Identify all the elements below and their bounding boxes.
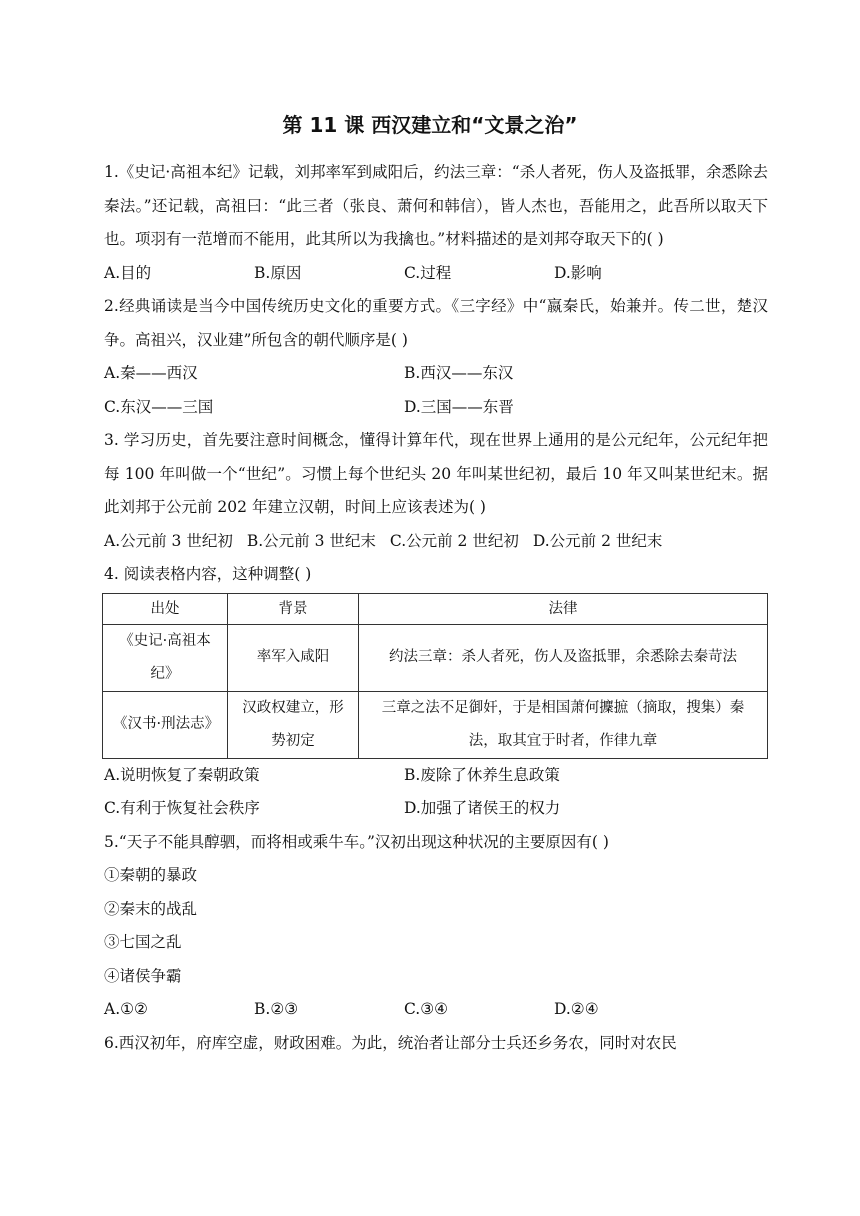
option-d[interactable]: D.加强了诸侯王的权力	[404, 799, 561, 817]
question-2-options-row-1	[104, 357, 768, 391]
option-c[interactable]: C.公元前 2 世纪初	[389, 531, 519, 550]
question-5-item: ①秦朝的暴政	[104, 866, 198, 884]
option-b[interactable]: B.公元前 3 世纪末	[246, 531, 376, 550]
option-b[interactable]: B.原因	[254, 263, 302, 282]
question-4-options-row-1	[104, 759, 768, 793]
option-b[interactable]: B.西汉——东汉	[404, 364, 514, 382]
table-row	[103, 691, 768, 758]
question-3-options	[104, 525, 768, 559]
option-d[interactable]: D.②④	[554, 1000, 599, 1018]
option-a[interactable]: A.说明恢复了秦朝政策	[104, 765, 260, 784]
law-table	[102, 593, 768, 759]
question-list	[104, 156, 768, 1060]
option-d[interactable]: D.三国——东晋	[404, 397, 514, 416]
question-4-stem: 4. 阅读表格内容，这种调整( )	[104, 565, 312, 583]
table-cell-source: 《史记·高祖本纪》	[103, 624, 228, 691]
option-b[interactable]: B.废除了休养生息政策	[404, 765, 560, 784]
option-d[interactable]: D.公元前 2 世纪末	[532, 531, 663, 550]
question-5-stem: 5.“天子不能具醇驷，而将相或乘牛车。”汉初出现这种状况的主要原因有( )	[104, 832, 609, 851]
question-5-options	[104, 993, 768, 1027]
option-c[interactable]: C.过程	[404, 263, 452, 282]
option-c[interactable]: C.有利于恢复社会秩序	[104, 799, 260, 817]
question-4-options-row-2	[104, 792, 768, 826]
option-a[interactable]: A.秦——西汉	[104, 364, 198, 382]
table-header-background: 背景	[228, 593, 359, 624]
table-header-law: 法律	[359, 593, 768, 624]
option-a[interactable]: A.公元前 3 世纪初	[104, 531, 233, 550]
question-1-stem: 1.《史记·高祖本纪》记载，刘邦率军到咸阳后，约法三章：“杀人者死，伤人及盗抵罪，余悉除去秦法。”还记载，高祖曰：“此三者（张良、萧何和韩信），皆人杰也，吾能用之，此吾所以取天下也。项羽有一范增而不能用，此其所以为我擒也。”材料描述的是刘邦夺取天下的( )	[104, 163, 768, 248]
table-header-source: 出处	[103, 593, 228, 624]
option-b[interactable]: B.②③	[254, 1000, 299, 1018]
question-5-item: ④诸侯争霸	[104, 966, 182, 985]
question-2-stem: 2.经典诵读是当今中国传统历史文化的重要方式。《三字经》中“嬴秦氏，始兼并。传二世，楚汉争。高祖兴，汉业建”所包含的朝代顺序是( )	[104, 297, 768, 349]
page-title: 第 11 课 西汉建立和“文景之治”	[282, 113, 578, 137]
table-cell-source: 《汉书·刑法志》	[103, 691, 228, 758]
table-header-row	[103, 593, 768, 624]
table-cell-law: 三章之法不足御奸，于是相国萧何攈摭（摘取，搜集）秦法，取其宜于时者，作律九章	[359, 691, 768, 758]
option-c[interactable]: C.③④	[404, 1000, 449, 1018]
option-c[interactable]: C.东汉——三国	[104, 397, 214, 416]
question-5-item: ②秦末的战乱	[104, 899, 198, 918]
option-a[interactable]: A.①②	[104, 1000, 148, 1018]
question-1-options	[104, 257, 768, 291]
table-cell-law: 约法三章：杀人者死，伤人及盗抵罪，余悉除去秦苛法	[359, 624, 768, 691]
table-row	[103, 624, 768, 691]
question-3-stem: 3. 学习历史，首先要注意时间概念，懂得计算年代，现在世界上通用的是公元纪年，公元纪年把每 100 年叫做一个“世纪”。习惯上每个世纪头 20 年叫某世纪初，最后 10 年又叫某世纪末。据此刘邦于公元前 202 年建立汉朝，时间上应该表述为( )	[104, 431, 768, 516]
question-5-item: ③七国之乱	[104, 933, 182, 951]
table-cell-background: 率军入咸阳	[228, 624, 359, 691]
question-2-options-row-2	[104, 391, 768, 425]
table-cell-background: 汉政权建立，形势初定	[228, 691, 359, 758]
option-d[interactable]: D.影响	[554, 263, 602, 282]
option-a[interactable]: A.目的	[104, 263, 152, 282]
question-6-stem: 6.西汉初年，府库空虚，财政困难。为此，统治者让部分士兵还乡务农，同时对农民	[104, 1033, 677, 1052]
